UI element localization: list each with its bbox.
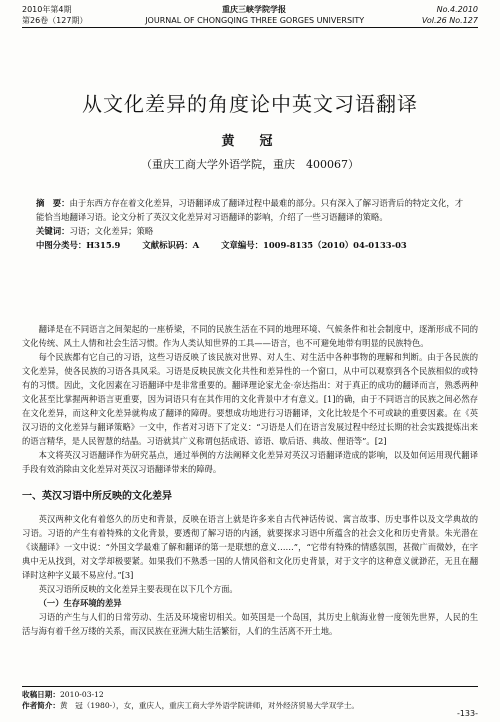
author-bio [22, 700, 478, 711]
header-volume: 第26卷（127期） [22, 16, 88, 25]
article-id: 文章编号：1009-8135（2010）04-0133-03 [221, 240, 407, 250]
section1-paragraph-2: 英汉习语所反映的文化差异主要表现在以下几个方面。 [38, 584, 238, 594]
section-heading-1: 一、英汉习语中所反映的文化差异 [22, 491, 172, 502]
intro-paragraph-3: 本文将英汉习语翻译作为研究基点，通过举例的方法阐释文化差异对英汉习语翻译造成的影响，以及如何运用现代翻译手段有效消除由文化差异对英汉习语翻译带来的障碍。 [22, 450, 478, 474]
received-label: 收稿日期： [22, 690, 60, 699]
page-number: -133- [456, 709, 478, 718]
document-code: 文献标识码：A [142, 240, 200, 250]
clc-number: 中图分类号：H315.9 [36, 240, 121, 250]
header-journal-en: JOURNAL OF CHONGQING THREE GORGES UNIVERSITY [145, 16, 365, 25]
author-bio-text: 黄 冠（1980-），女，重庆人，重庆工商大学外语学院讲师，对外经济贸易大学双学士。 [59, 701, 360, 710]
received-value: 2010-03-12 [59, 690, 104, 699]
header-issue: 2010年第4期 [22, 5, 72, 14]
section1-paragraph-3: 习语的产生与人们的日常劳动、生活及环境密切相关。如英国是一个岛国，其历史上航海业曾一度领先世界，人民的生活与海有着千丝万缕的关系，而汉民族在亚洲大陆生活繁衍，人们的生活离不开土地。 [22, 612, 478, 636]
classification-meta [36, 238, 464, 252]
header-volume-en: Vol.26 No.127 [421, 16, 478, 25]
keywords-text: 习语；文化差异；策略 [69, 226, 154, 236]
header-issue-en: No.4.2010 [436, 5, 478, 14]
keywords [36, 224, 464, 238]
received-date [22, 689, 478, 700]
abstract-text: 由于东西方存在着文化差异，习语翻译成了翻译过程中最难的部分。只有深入了解习语背后的特定文化，才能恰当地翻译习语。论文分析了英汉文化差异对习语翻译的影响，介绍了一些习语翻译的策略。 [36, 198, 464, 222]
abstract-label: 摘 要： [36, 198, 70, 208]
intro-paragraph-2: 每个民族都有它自己的习语，这些习语反映了该民族对世界、对人生、对生活中各种事物的理解和判断。由于各民族的文化差异，使各民族的习语各具风采。习语是反映民族文化共性和差异性的一个窗口，从中可以观察到各个民族相似的或特有的习惯。因此，文化因素在习语翻译中是非常重要的。翻译理论家尤金·奈达指出：对于真正的成功的翻译而言，熟悉两种文化甚至比掌握两种语言更重要，因为词语只有在其作用的文化背景中才有意义。[1]的确，由于不同语言的民族之间必然存在文化差异，而这种文化差异就构成了翻译的障碍。要想成功地进行习语翻译，文化比较是个不可或缺的重要因素。在《英汉习语的文化差异与翻译策略》一文中，作者对习语下了定义：“习语是人们在语言发展过程中经过长期的社会实践提炼出来的语言精华，是人民智慧的结晶。习语就其广义称谓包括成语、谚语、歇后语、典故、俚语等”。[2] [22, 352, 478, 446]
footnote [22, 686, 478, 711]
header-journal-cn: 重庆三峡学院学报 [222, 4, 287, 14]
paper-title: 从文化差异的角度论中英文习语翻译 [82, 92, 418, 116]
author-affiliation: （重庆工商大学外语学院，重庆 400067） [141, 158, 359, 171]
author-bio-label: 作者简介： [22, 701, 60, 710]
section1-paragraph-1: 英汉两种文化有着悠久的历史和背景，反映在语言上就是许多来自古代神话传说、寓言故事、历史事件以及文学典故的习语。习语的产生有着特殊的文化背景，要透彻了解习语的内涵，就要探求习语中所蕴含的社会文化和历史背景。朱光潜在《谈翻译》一文中说：“外国文学最难了解和翻译的第一是联想的意义……”，“它带有特殊的情感氛围，甚微广而微妙，在字典中无从找到，对文学却极要紧。如果我们不熟悉一国的人情风俗和文化历史背景，对于文字的这种意义就渺茫，无且在翻译时这种字义最不易应付。”[3] [22, 514, 478, 580]
header-row-top [22, 4, 478, 15]
abstract-block [36, 196, 464, 252]
subsection-heading-1: （一）生存环境的差异 [38, 598, 122, 608]
intro-paragraph-1: 翻译是在不同语言之间架起的一座桥梁，不同的民族生活在不同的地理环境、气候条件和社会制度中，逐渐形成不同的文化传统、风土人情和社会生活习惯。作为人类认知世界的工具——语言，也不可避免地带有明显的民族特色。 [22, 324, 478, 348]
keywords-label: 关键词： [36, 226, 70, 236]
paper-author: 黄 冠 [221, 134, 279, 149]
article-body [22, 322, 478, 638]
running-header [22, 4, 478, 28]
abstract [36, 196, 464, 224]
header-row-bottom [22, 15, 478, 28]
